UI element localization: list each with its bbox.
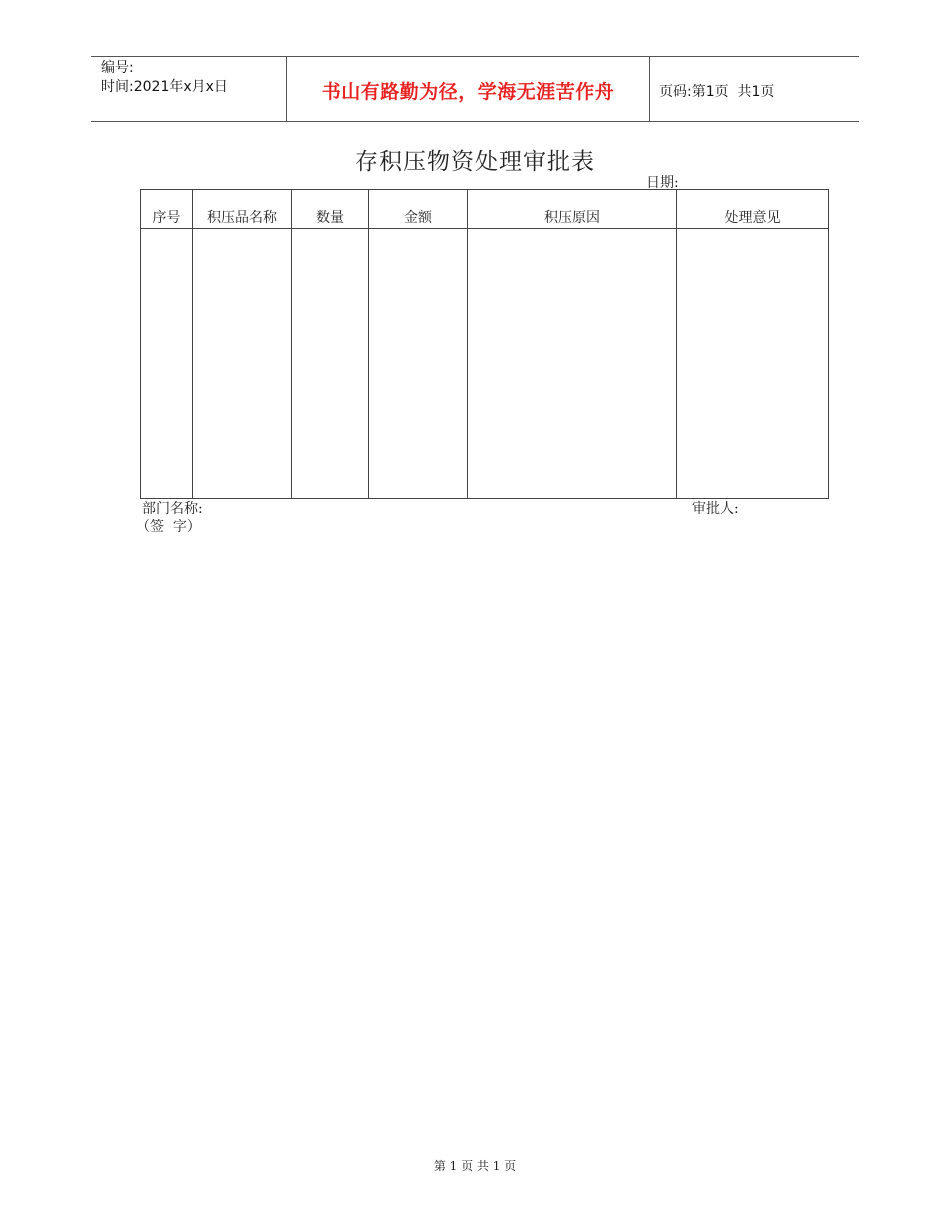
cell-amount[interactable] [369, 229, 468, 499]
signature-label: （签 字） [136, 519, 201, 535]
department-label: 部门名称: [142, 501, 203, 517]
table-header-row [141, 190, 829, 229]
cell-reason[interactable] [468, 229, 677, 499]
column-header-item-name: 积压品名称 [193, 190, 292, 229]
approver-label: 审批人: [692, 501, 739, 517]
column-header-reason: 积压原因 [468, 190, 677, 229]
cell-opinion[interactable] [677, 229, 829, 499]
number-label: 编号: [101, 60, 134, 76]
date-label: 日期: [646, 175, 679, 191]
page-number-label: 页码:第1页 共1页 [659, 84, 775, 100]
motto-text: 书山有路勤为径，学海无涯苦作舟 [321, 81, 615, 103]
table-row [141, 229, 829, 499]
page-footer: 第 1 页 共 1 页 [433, 1159, 517, 1173]
cell-index[interactable] [141, 229, 193, 499]
column-header-opinion: 处理意见 [677, 190, 829, 229]
cell-item-name[interactable] [193, 229, 292, 499]
column-header-amount: 金额 [369, 190, 468, 229]
cell-quantity[interactable] [292, 229, 369, 499]
approval-form-table [140, 189, 829, 499]
form-title: 存积压物资处理审批表 [355, 149, 595, 175]
header-meta [101, 59, 228, 97]
header-divider [649, 57, 650, 121]
column-header-index: 序号 [141, 190, 193, 229]
document-header [91, 56, 859, 122]
time-label: 时间:2021年x月x日 [101, 79, 228, 95]
column-header-quantity: 数量 [292, 190, 369, 229]
